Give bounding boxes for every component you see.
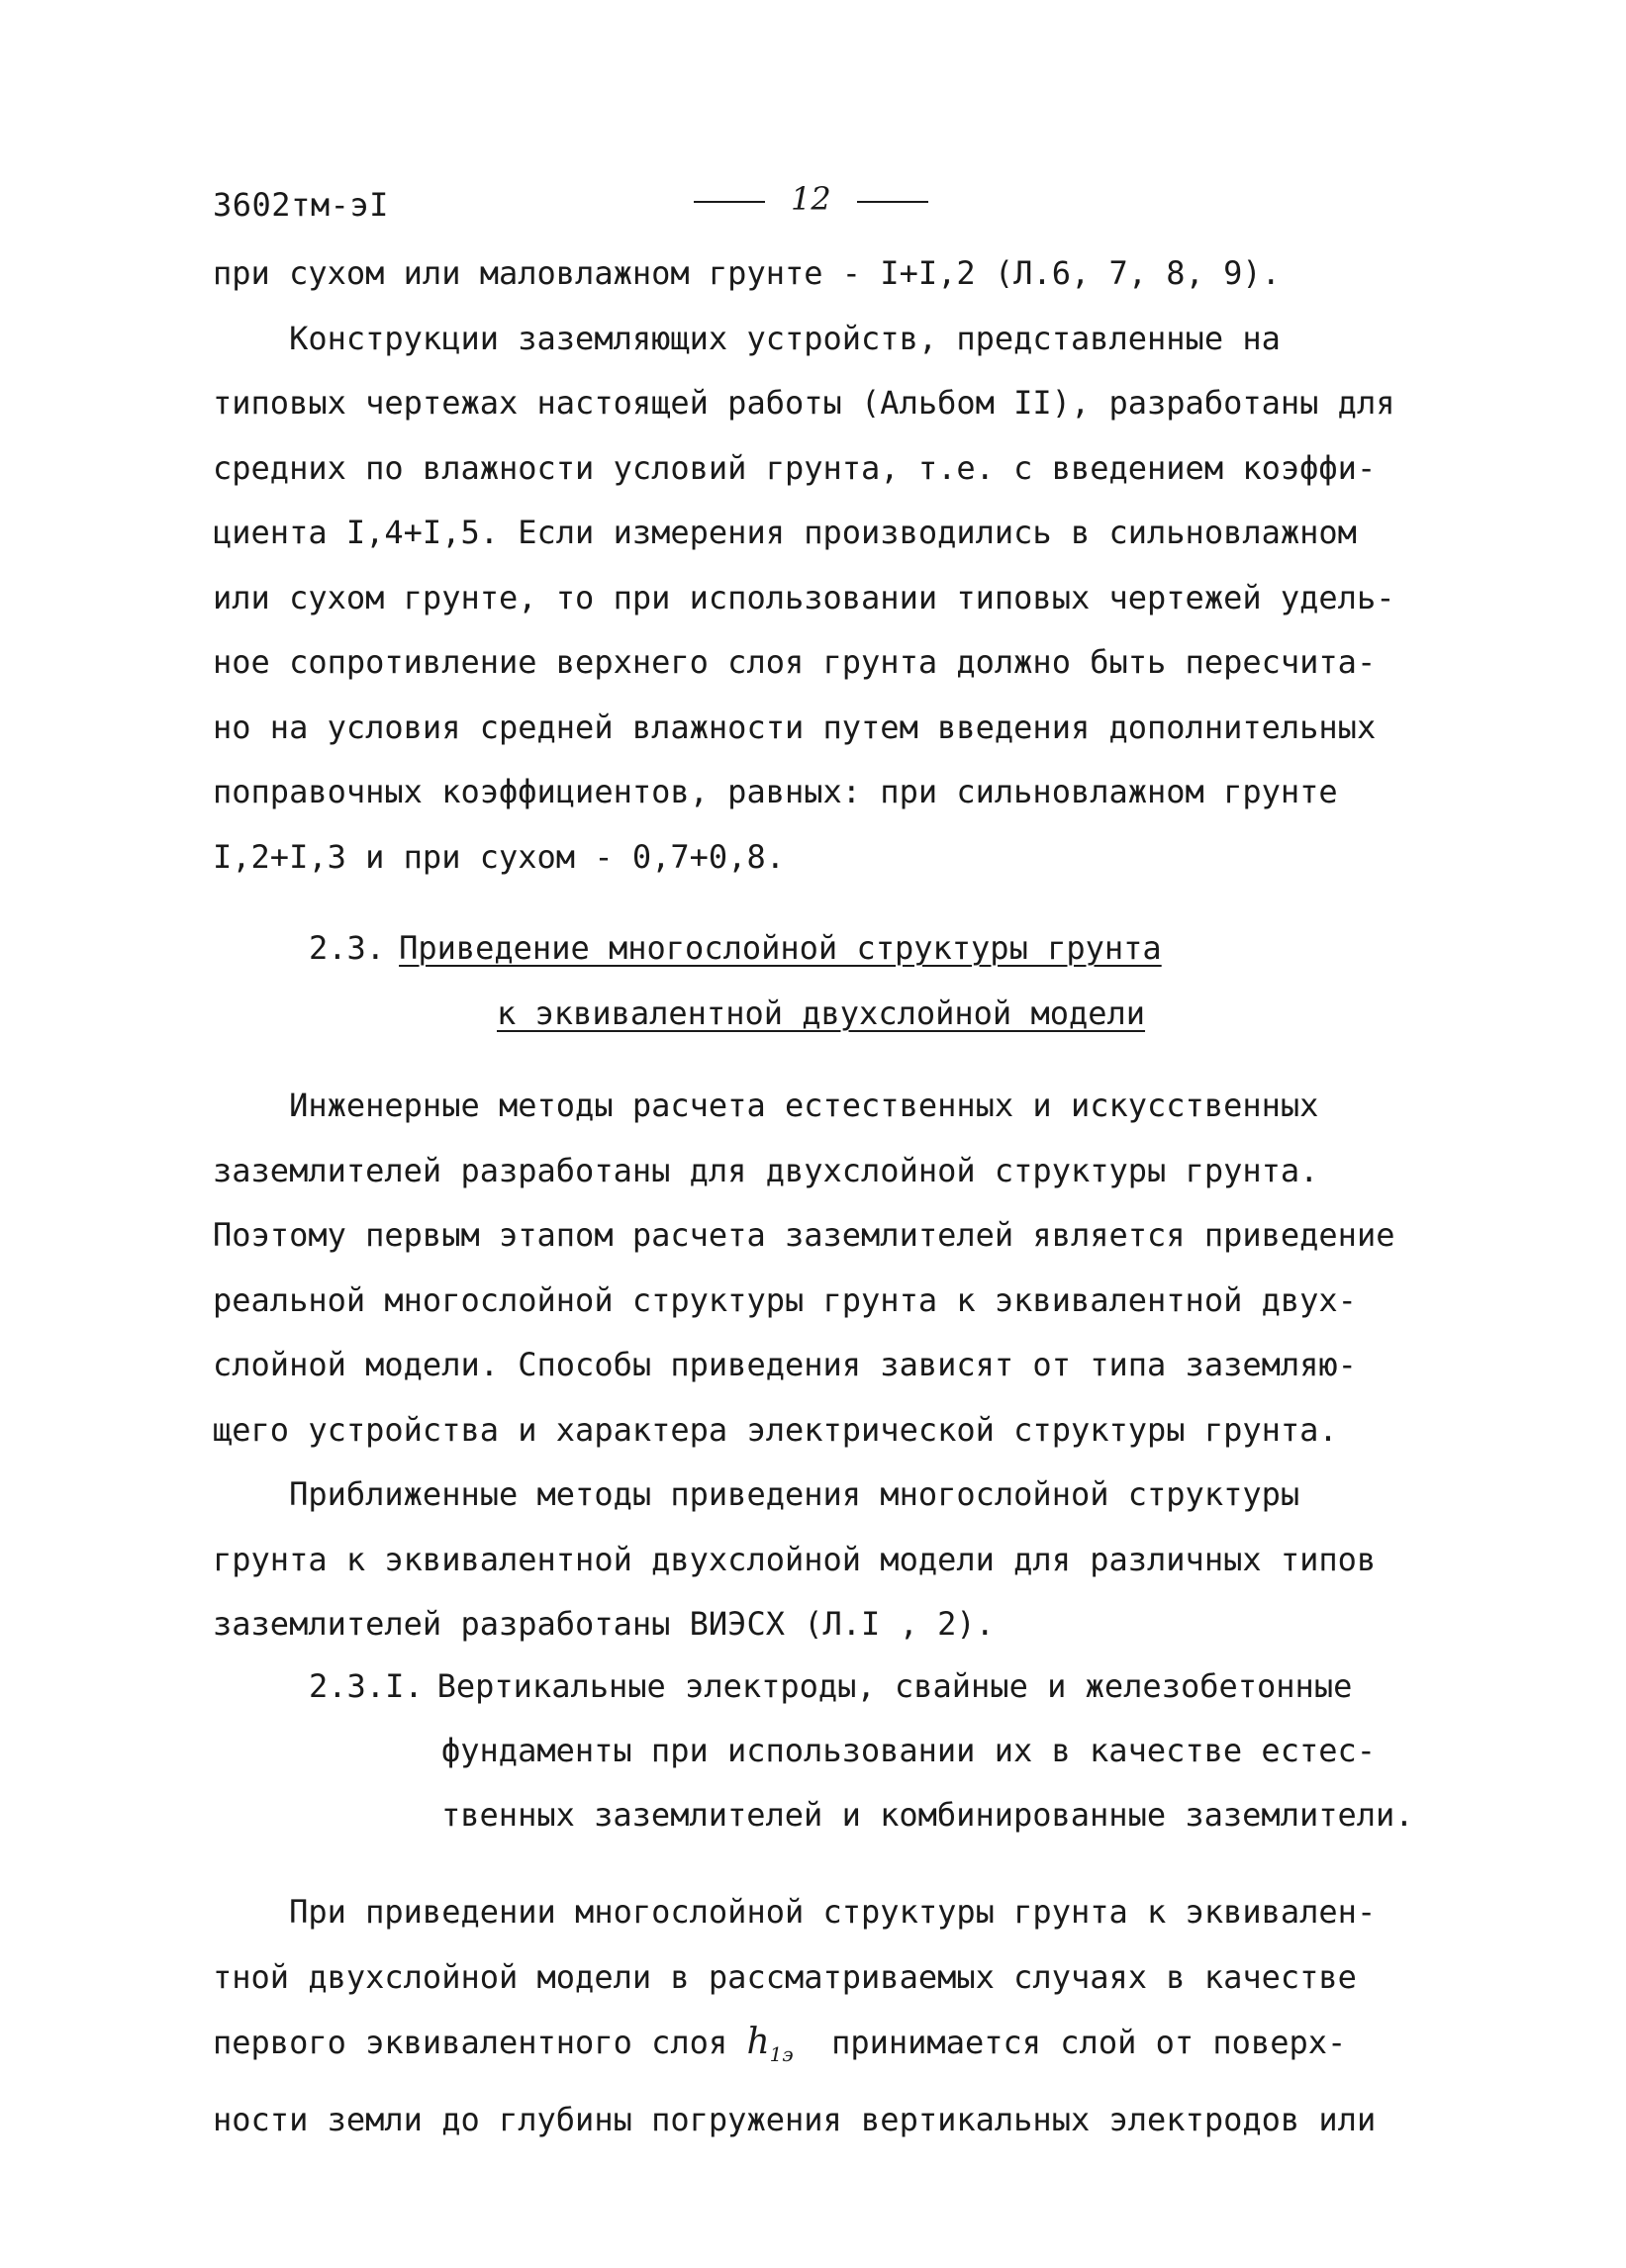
- text-line: или сухом грунте, то при использовании типовых чертежей удель-: [213, 578, 1395, 616]
- text-line: циента I,4+I,5. Если измерения производились в сильновлажном: [213, 514, 1357, 551]
- text-line: ное сопротивление верхнего слоя грунта должно быть пересчита-: [213, 643, 1377, 681]
- text-line: при сухом или маловлажном грунте - I+I,2 (Л.6, 7, 8, 9).: [213, 254, 1281, 292]
- text-line: принимается слой от поверх-: [793, 2024, 1347, 2061]
- text-line: заземлителей разработаны для двухслойной структуры грунта.: [213, 1151, 1319, 1189]
- text-line: средних по влажности условий грунта, т.е. с введением коэффи-: [213, 448, 1377, 487]
- text-line: Инженерные методы расчета естественных и искусственных: [213, 1087, 1319, 1124]
- text-line: ности земли до глубины погружения вертикальных электродов или: [213, 2100, 1377, 2138]
- text-line: заземлителей разработаны ВИЭСХ (Л.I , 2).: [213, 1605, 995, 1643]
- symbol-h-letter: h: [746, 2022, 770, 2062]
- subsection-title-line-1: Вертикальные электроды, свайные и железобетонные: [436, 1667, 1353, 1705]
- symbol-h: [746, 2022, 794, 2067]
- paragraph-block-3: [213, 1880, 1410, 2152]
- section-heading-2-3: [309, 916, 1162, 981]
- section-title-line-1: Приведение многослойной структуры грунта: [399, 929, 1162, 967]
- text-line: щего устройства и характера электрической структуры грунта.: [213, 1410, 1338, 1449]
- section-heading-2-3-1: [309, 1654, 1417, 1847]
- text-line: тной двухслойной модели в рассматриваемых случаях в качестве: [213, 1957, 1357, 1996]
- paragraph-block-1: [213, 241, 1410, 890]
- text-line: но на условия средней влажности путем введения дополнительных: [213, 708, 1377, 746]
- text-line: слойной модели. Способы приведения зависят от типа заземляю-: [213, 1346, 1357, 1383]
- text-line: типовых чертежах настоящей работы (Альбом II), разработаны для: [213, 384, 1395, 422]
- section-title-line-2: к эквивалентной двухслойной модели: [497, 994, 1146, 1032]
- section-number: 2.3.: [309, 929, 386, 967]
- symbol-h-subscript: 1э: [769, 2042, 794, 2067]
- text-line: поправочных коэффициентов, равных: при сильновлажном грунте: [213, 773, 1338, 810]
- text-line: грунта к эквивалентной двухслойной модели для различных типов: [213, 1540, 1377, 1578]
- text-line: Конструкции заземляющих устройств, представленные на: [213, 319, 1281, 357]
- subsection-title-line-2: фундаменты при использовании их в качестве естес-: [441, 1732, 1377, 1769]
- text-line: При приведении многослойной структуры грунта к эквивален-: [213, 1893, 1377, 1931]
- page-header: [213, 180, 1400, 236]
- text-line: Приближенные методы приведения многослойной структуры: [213, 1475, 1300, 1513]
- subsection-title-line-3: твенных заземлителей и комбинированные заземлители.: [441, 1796, 1414, 1834]
- section-heading-2-3-cont: [497, 982, 1145, 1046]
- text-line: I,2+I,3 и при сухом - 0,7+0,8.: [213, 837, 785, 876]
- text-line: первого эквивалентного слоя: [213, 2024, 728, 2061]
- paragraph-block-2: [213, 1074, 1410, 1657]
- text-line: реальной многослойной структуры грунта к эквивалентной двух-: [213, 1280, 1357, 1319]
- document-code: 3602тм-эI: [213, 186, 389, 224]
- page-number: 12: [668, 180, 954, 218]
- subsection-number: 2.3.I.: [309, 1667, 424, 1705]
- text-line: Поэтому первым этапом расчета заземлителей является приведение: [213, 1216, 1395, 1254]
